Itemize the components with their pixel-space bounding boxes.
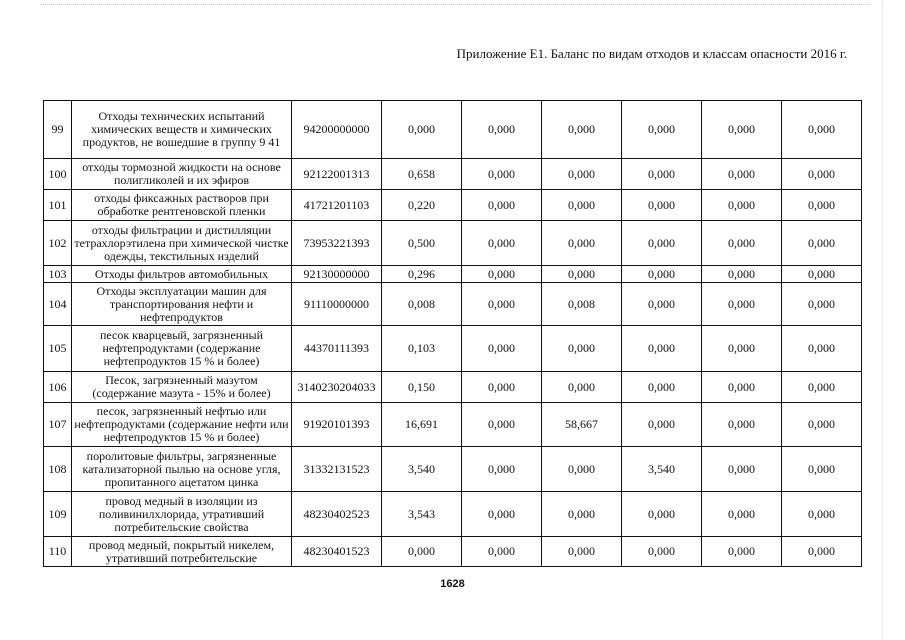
value-cell: 0,000	[782, 266, 862, 283]
value-cell: 0,000	[782, 283, 862, 326]
waste-code: 73953221393	[292, 221, 382, 266]
waste-name: песок кварцевый, загрязненный нефтепродуктами (содержание нефтепродуктов 15 % и более)	[72, 326, 292, 372]
value-cell: 0,000	[462, 101, 542, 159]
table-row	[44, 283, 862, 326]
value-cell: 0,000	[622, 492, 702, 537]
waste-name: Отходы технических испытаний химических веществ и химических продуктов, не вошедшие в группу 9 41	[72, 101, 292, 159]
page-number: 1628	[440, 578, 465, 590]
waste-name: отходы фиксажных растворов при обработке рентгеновской пленки	[72, 190, 292, 221]
row-number: 108	[44, 447, 72, 492]
value-cell: 0,000	[462, 159, 542, 190]
value-cell: 0,000	[622, 266, 702, 283]
value-cell: 0,000	[702, 101, 782, 159]
value-cell: 58,667	[542, 403, 622, 447]
value-cell: 0,000	[622, 159, 702, 190]
value-cell: 3,543	[382, 492, 462, 537]
value-cell: 0,008	[542, 283, 622, 326]
waste-name: Отходы эксплуатации машин для транспортирования нефти и нефтепродуктов	[72, 283, 292, 326]
row-number: 99	[44, 101, 72, 159]
value-cell: 0,000	[542, 492, 622, 537]
value-cell: 0,000	[702, 447, 782, 492]
value-cell: 0,000	[462, 221, 542, 266]
value-cell: 0,000	[462, 492, 542, 537]
table-row	[44, 537, 862, 567]
value-cell: 0,000	[462, 326, 542, 372]
value-cell: 0,000	[542, 447, 622, 492]
table-row	[44, 159, 862, 190]
waste-code: 48230402523	[292, 492, 382, 537]
table-row	[44, 101, 862, 159]
value-cell: 3,540	[622, 447, 702, 492]
value-cell: 0,000	[622, 326, 702, 372]
waste-code: 92130000000	[292, 266, 382, 283]
row-number: 107	[44, 403, 72, 447]
table-row	[44, 326, 862, 372]
waste-name: песок, загрязненный нефтью или нефтепродуктами (содержание нефти или нефтепродуктов 15 % и более)	[72, 403, 292, 447]
value-cell: 0,000	[542, 372, 622, 403]
waste-name: поролитовые фильтры, загрязненные катализаторной пылью на основе угля, пропитанного ацетатом цинка	[72, 447, 292, 492]
value-cell: 0,000	[702, 266, 782, 283]
value-cell: 0,000	[622, 372, 702, 403]
value-cell: 0,000	[702, 537, 782, 567]
value-cell: 0,000	[462, 283, 542, 326]
value-cell: 0,000	[782, 159, 862, 190]
value-cell: 0,000	[462, 372, 542, 403]
value-cell: 0,000	[382, 101, 462, 159]
table-row	[44, 266, 862, 283]
value-cell: 0,000	[462, 403, 542, 447]
value-cell: 3,540	[382, 447, 462, 492]
value-cell: 0,000	[622, 403, 702, 447]
value-cell: 0,000	[702, 326, 782, 372]
waste-code: 91920101393	[292, 403, 382, 447]
row-number: 109	[44, 492, 72, 537]
value-cell: 0,000	[542, 326, 622, 372]
table-row	[44, 372, 862, 403]
value-cell: 0,000	[782, 403, 862, 447]
waste-balance-table	[43, 100, 862, 567]
value-cell: 0,000	[462, 266, 542, 283]
value-cell: 0,000	[782, 537, 862, 567]
value-cell: 0,000	[702, 159, 782, 190]
value-cell: 0,000	[542, 221, 622, 266]
value-cell: 0,296	[382, 266, 462, 283]
value-cell: 16,691	[382, 403, 462, 447]
value-cell: 0,150	[382, 372, 462, 403]
waste-name: отходы фильтрации и дистилляции тетрахлорэтилена при химической чистке одежды, текстильных изделий	[72, 221, 292, 266]
value-cell: 0,000	[782, 101, 862, 159]
scan-edge-top	[40, 4, 870, 5]
table-row	[44, 403, 862, 447]
table-row	[44, 221, 862, 266]
row-number: 102	[44, 221, 72, 266]
waste-name: Отходы фильтров автомобильных	[72, 266, 292, 283]
table-body	[44, 101, 862, 567]
value-cell: 0,500	[382, 221, 462, 266]
waste-name: отходы тормозной жидкости на основе полигликолей и их эфиров	[72, 159, 292, 190]
value-cell: 0,008	[382, 283, 462, 326]
value-cell: 0,000	[462, 537, 542, 567]
value-cell: 0,220	[382, 190, 462, 221]
scan-edge-right	[882, 0, 883, 640]
waste-code: 48230401523	[292, 537, 382, 567]
page-header: Приложение Е1. Баланс по видам отходов и классам опасности 2016 г.	[456, 46, 847, 61]
value-cell: 0,000	[622, 101, 702, 159]
waste-name: провод медный, покрытый никелем, утративший потребительские	[72, 537, 292, 567]
value-cell: 0,000	[622, 190, 702, 221]
waste-code: 44370111393	[292, 326, 382, 372]
value-cell: 0,000	[702, 190, 782, 221]
waste-code: 91110000000	[292, 283, 382, 326]
value-cell: 0,000	[382, 537, 462, 567]
waste-code: 92122001313	[292, 159, 382, 190]
value-cell: 0,000	[782, 221, 862, 266]
value-cell: 0,000	[702, 283, 782, 326]
table-row	[44, 190, 862, 221]
waste-code: 41721201103	[292, 190, 382, 221]
value-cell: 0,000	[542, 190, 622, 221]
value-cell: 0,000	[622, 221, 702, 266]
table-row	[44, 492, 862, 537]
value-cell: 0,000	[542, 159, 622, 190]
value-cell: 0,000	[782, 326, 862, 372]
row-number: 105	[44, 326, 72, 372]
value-cell: 0,000	[782, 372, 862, 403]
waste-name: Песок, загрязненный мазутом (содержание мазута - 15% и более)	[72, 372, 292, 403]
value-cell: 0,000	[622, 283, 702, 326]
waste-code: 31332131523	[292, 447, 382, 492]
value-cell: 0,000	[462, 447, 542, 492]
value-cell: 0,000	[542, 101, 622, 159]
value-cell: 0,000	[782, 190, 862, 221]
value-cell: 0,000	[462, 190, 542, 221]
waste-code: 94200000000	[292, 101, 382, 159]
row-number: 104	[44, 283, 72, 326]
row-number: 100	[44, 159, 72, 190]
value-cell: 0,000	[702, 221, 782, 266]
row-number: 101	[44, 190, 72, 221]
row-number: 103	[44, 266, 72, 283]
row-number: 106	[44, 372, 72, 403]
value-cell: 0,000	[702, 403, 782, 447]
value-cell: 0,000	[782, 492, 862, 537]
value-cell: 0,103	[382, 326, 462, 372]
value-cell: 0,000	[782, 447, 862, 492]
waste-name: провод медный в изоляции из поливинилхлорида, утративший потребительские свойства	[72, 492, 292, 537]
value-cell: 0,658	[382, 159, 462, 190]
value-cell: 0,000	[702, 492, 782, 537]
table-row	[44, 447, 862, 492]
row-number: 110	[44, 537, 72, 567]
value-cell: 0,000	[702, 372, 782, 403]
value-cell: 0,000	[622, 537, 702, 567]
waste-code: 3140230204033	[292, 372, 382, 403]
value-cell: 0,000	[542, 266, 622, 283]
value-cell: 0,000	[542, 537, 622, 567]
